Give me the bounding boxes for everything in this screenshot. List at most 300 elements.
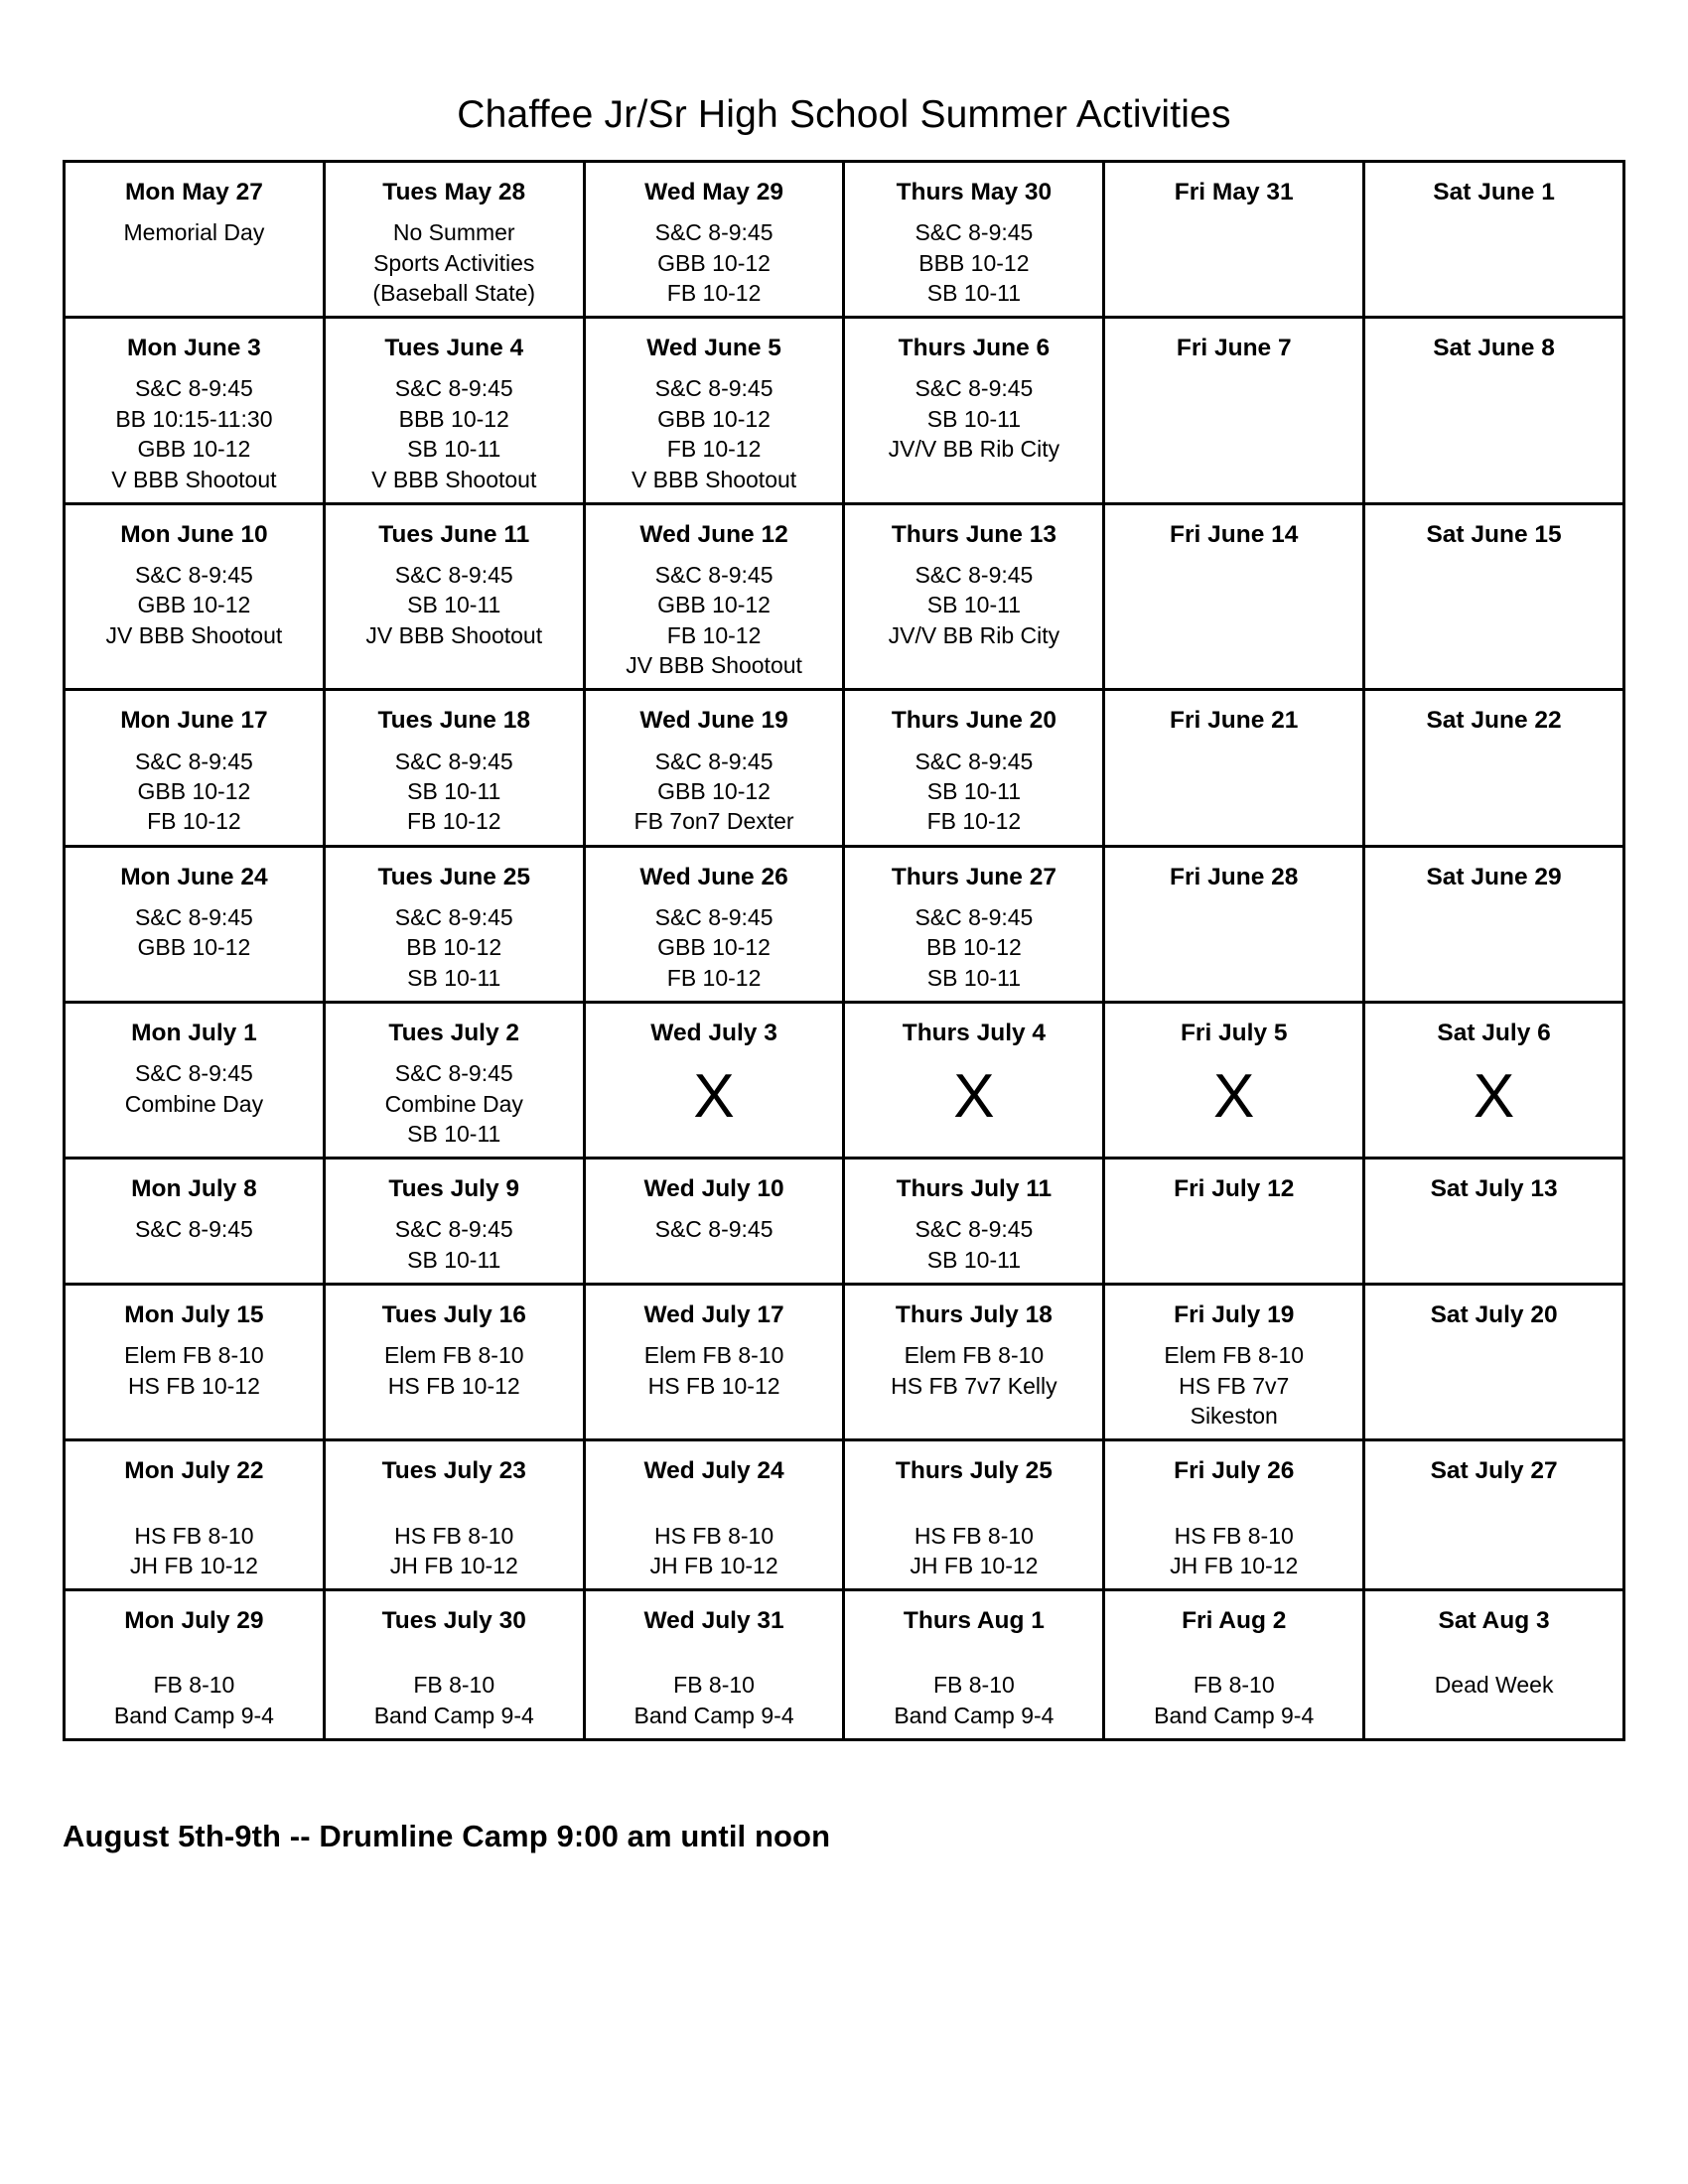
day-events [1109, 1214, 1358, 1240]
no-activity-x-icon: X [1213, 1062, 1255, 1132]
event-line: S&C 8-9:45 [654, 748, 774, 774]
day-events [590, 217, 839, 308]
event-line: S&C 8-9:45 [654, 562, 774, 589]
event-line: GBB 10-12 [657, 778, 771, 804]
event-line: S&C 8-9:45 [914, 748, 1034, 774]
day-header: Fri May 31 [1174, 179, 1294, 205]
day-header: Thurs July 18 [895, 1301, 1053, 1329]
event-line: S&C 8-9:45 [654, 1216, 774, 1243]
day-events [1369, 747, 1618, 772]
day-header: Fri June 21 [1170, 707, 1299, 735]
day-header: Sat June 8 [1433, 335, 1555, 362]
event-line: V BBB Shootout [631, 466, 797, 492]
calendar-day-cell[interactable] [584, 318, 844, 504]
event-line: JV BBB Shootout [365, 621, 543, 648]
day-events [590, 1058, 839, 1132]
calendar-week-row [65, 1002, 1624, 1158]
calendar-day-cell[interactable] [324, 846, 584, 1002]
no-activity-x-icon: X [1473, 1062, 1515, 1132]
calendar-day-cell[interactable] [844, 1159, 1104, 1285]
day-events [330, 373, 579, 493]
event-line: BBB 10-12 [398, 405, 509, 432]
event-line: S&C 8-9:45 [394, 1216, 513, 1243]
day-events [330, 217, 579, 308]
day-events [70, 1340, 319, 1401]
calendar-day-cell[interactable] [65, 162, 325, 318]
event-line: S&C 8-9:45 [914, 1216, 1034, 1243]
event-line: Combine Day [384, 1090, 523, 1117]
day-events [330, 1497, 579, 1581]
day-header: Tues July 30 [381, 1607, 526, 1635]
event-line: HS FB 10-12 [127, 1372, 260, 1399]
day-header: Wed June 19 [639, 707, 788, 735]
day-header: Mon July 8 [131, 1175, 257, 1203]
day-events [1369, 1340, 1618, 1366]
event-line: GBB 10-12 [137, 778, 251, 804]
day-header: Fri June 28 [1170, 863, 1299, 890]
day-events [590, 1214, 839, 1244]
event-line: HS FB 8-10 [394, 1522, 514, 1549]
event-line: JH FB 10-12 [1170, 1552, 1299, 1578]
event-line: FB 10-12 [147, 808, 241, 835]
day-events [590, 1646, 839, 1730]
day-header: Thurs Aug 1 [903, 1607, 1045, 1635]
calendar-day-cell[interactable] [65, 503, 325, 690]
day-header: Tues June 25 [377, 863, 530, 890]
day-header: Wed July 17 [643, 1301, 784, 1329]
day-header: Sat Aug 3 [1438, 1607, 1550, 1635]
event-line: Sikeston [1190, 1403, 1278, 1429]
calendar-day-cell[interactable] [1104, 690, 1364, 846]
day-events [849, 1058, 1098, 1132]
event-line: S&C 8-9:45 [134, 903, 253, 930]
day-events [849, 560, 1098, 650]
calendar-day-cell[interactable] [65, 318, 325, 504]
calendar-week-row [65, 318, 1624, 504]
drumline-camp-note: August 5th-9th -- Drumline Camp 9:00 am until noon [63, 1819, 831, 1854]
calendar-day-cell[interactable] [1364, 690, 1624, 846]
day-events [1109, 747, 1358, 772]
event-line: JV BBB Shootout [105, 621, 283, 648]
event-line: SB 10-11 [926, 964, 1021, 991]
day-events [70, 1214, 319, 1244]
day-header: Mon July 29 [124, 1607, 264, 1635]
day-events [70, 1497, 319, 1581]
calendar-container [63, 160, 1625, 1741]
day-events [1109, 1497, 1358, 1581]
calendar-body [65, 162, 1624, 1740]
day-events [1109, 560, 1358, 586]
calendar-day-cell[interactable] [1104, 1285, 1364, 1440]
day-header: Wed July 10 [643, 1175, 784, 1203]
calendar-day-cell[interactable] [1104, 1440, 1364, 1590]
event-line: FB 7on7 Dexter [633, 808, 794, 835]
day-events [330, 1340, 579, 1401]
day-header: Fri July 19 [1174, 1301, 1295, 1329]
calendar-day-cell[interactable] [584, 1590, 844, 1740]
day-header: Tues July 16 [381, 1301, 526, 1329]
event-line: BB 10-12 [925, 934, 1022, 961]
calendar-day-cell[interactable] [65, 1440, 325, 1590]
event-line: V BBB Shootout [371, 466, 537, 492]
event-line: SB 10-11 [407, 592, 501, 618]
day-events [70, 217, 319, 247]
event-line: SB 10-11 [407, 1246, 501, 1273]
calendar-day-cell[interactable] [65, 1590, 325, 1740]
day-header: Tues May 28 [382, 179, 526, 205]
event-line: S&C 8-9:45 [914, 562, 1034, 589]
day-header: Mon June 17 [120, 707, 268, 735]
event-line: SB 10-11 [407, 436, 501, 463]
event-line: JH FB 10-12 [910, 1552, 1039, 1578]
calendar-week-row [65, 690, 1624, 846]
day-events [590, 560, 839, 680]
event-line: S&C 8-9:45 [654, 903, 774, 930]
calendar-day-cell[interactable] [1364, 1590, 1624, 1740]
day-events [1369, 217, 1618, 243]
event-line: Band Camp 9-4 [373, 1702, 534, 1728]
calendar-day-cell[interactable] [1104, 503, 1364, 690]
event-line: Sports Activities [373, 249, 535, 276]
event-line: GBB 10-12 [657, 405, 771, 432]
calendar-day-cell[interactable] [1104, 1159, 1364, 1285]
event-line: S&C 8-9:45 [394, 1060, 513, 1087]
event-line: SB 10-11 [926, 778, 1021, 804]
event-line: Band Camp 9-4 [1154, 1702, 1315, 1728]
calendar-day-cell[interactable] [844, 1590, 1104, 1740]
calendar-day-cell[interactable] [1104, 162, 1364, 318]
day-events [1369, 1497, 1618, 1523]
calendar-day-cell[interactable] [324, 1590, 584, 1740]
day-header: Wed May 29 [644, 179, 783, 205]
day-events [330, 1646, 579, 1730]
calendar-day-cell[interactable] [324, 1285, 584, 1440]
calendar-day-cell[interactable] [1364, 318, 1624, 504]
day-header: Mon June 10 [120, 520, 268, 548]
day-header: Fri Aug 2 [1182, 1607, 1287, 1635]
day-header: Thurs June 6 [898, 335, 1051, 362]
event-line: Combine Day [124, 1090, 264, 1117]
calendar-day-cell[interactable] [844, 162, 1104, 318]
calendar-week-row [65, 1285, 1624, 1440]
day-events [849, 1214, 1098, 1275]
day-events [1109, 1340, 1358, 1431]
calendar-day-cell[interactable] [65, 1002, 325, 1158]
day-header: Sat July 20 [1430, 1301, 1558, 1329]
day-header: Wed June 12 [639, 520, 788, 548]
day-events [70, 560, 319, 650]
event-line: SB 10-11 [926, 279, 1021, 306]
calendar-day-cell[interactable] [844, 1440, 1104, 1590]
calendar-day-cell[interactable] [1364, 1285, 1624, 1440]
event-line: SB 10-11 [407, 778, 501, 804]
day-events [330, 560, 579, 650]
event-line: Elem FB 8-10 [643, 1342, 784, 1369]
day-events [1109, 373, 1358, 399]
event-line: GBB 10-12 [657, 592, 771, 618]
day-events [849, 373, 1098, 464]
event-line: S&C 8-9:45 [654, 219, 774, 246]
day-header: Tues July 2 [388, 1019, 520, 1046]
event-line: HS FB 7v7 Kelly [891, 1372, 1057, 1399]
calendar-day-cell[interactable] [1104, 318, 1364, 504]
summer-activities-calendar [63, 160, 1625, 1741]
calendar-day-cell[interactable] [584, 1285, 844, 1440]
day-events [849, 1497, 1098, 1581]
event-line: HS FB 8-10 [134, 1522, 254, 1549]
calendar-week-row [65, 846, 1624, 1002]
calendar-day-cell[interactable] [1364, 1159, 1624, 1285]
day-header: Thurs July 25 [895, 1457, 1053, 1485]
day-events [590, 373, 839, 493]
day-header: Thurs May 30 [896, 179, 1053, 205]
calendar-week-row [65, 503, 1624, 690]
day-header: Sat June 29 [1426, 863, 1562, 890]
day-header: Wed July 31 [643, 1607, 784, 1635]
day-events [590, 1497, 839, 1581]
day-header: Sat June 15 [1426, 520, 1562, 548]
day-events [330, 1214, 579, 1275]
day-events [330, 902, 579, 993]
day-header: Fri July 5 [1180, 1019, 1288, 1046]
calendar-day-cell[interactable] [65, 846, 325, 1002]
day-header: Sat July 27 [1430, 1457, 1558, 1485]
event-line: S&C 8-9:45 [914, 219, 1034, 246]
event-line: BB 10:15-11:30 [115, 405, 273, 432]
event-line: SB 10-11 [407, 1120, 501, 1147]
day-header: Thurs July 11 [896, 1175, 1053, 1203]
event-line: BB 10-12 [406, 934, 502, 961]
calendar-day-cell[interactable] [584, 1159, 844, 1285]
calendar-day-cell[interactable] [65, 690, 325, 846]
calendar-day-cell[interactable] [65, 1285, 325, 1440]
day-header: Mon July 22 [124, 1457, 264, 1485]
event-line: S&C 8-9:45 [134, 1216, 253, 1243]
event-line: HS FB 8-10 [914, 1522, 1034, 1549]
calendar-day-cell[interactable] [324, 162, 584, 318]
event-line: FB 8-10 [413, 1672, 495, 1699]
calendar-day-cell[interactable] [1364, 162, 1624, 318]
event-line: BBB 10-12 [918, 249, 1030, 276]
event-line: FB 10-12 [926, 808, 1022, 835]
event-line: V BBB Shootout [111, 466, 277, 492]
event-line: S&C 8-9:45 [394, 375, 513, 402]
day-events [1109, 902, 1358, 928]
event-line: HS FB 8-10 [653, 1522, 774, 1549]
calendar-day-cell[interactable] [324, 318, 584, 504]
calendar-week-row [65, 1440, 1624, 1590]
day-header: Tues July 9 [388, 1175, 520, 1203]
day-events [70, 1646, 319, 1730]
calendar-week-row [65, 1159, 1624, 1285]
event-line: JH FB 10-12 [389, 1552, 518, 1578]
event-line: SB 10-11 [926, 592, 1021, 618]
calendar-day-cell[interactable] [584, 846, 844, 1002]
day-events [849, 1340, 1098, 1401]
event-line: JH FB 10-12 [649, 1552, 778, 1578]
event-line: FB 10-12 [666, 964, 762, 991]
day-header: Thurs June 13 [891, 520, 1056, 548]
day-header: Fri June 14 [1170, 520, 1299, 548]
event-line: S&C 8-9:45 [134, 375, 253, 402]
event-line: SB 10-11 [926, 405, 1021, 432]
no-activity-x-icon: X [693, 1062, 735, 1132]
day-header: Fri July 12 [1174, 1175, 1295, 1203]
day-events [849, 902, 1098, 993]
event-line: (Baseball State) [372, 279, 536, 306]
day-events [1109, 1058, 1358, 1132]
day-events [330, 1058, 579, 1149]
day-events [70, 902, 319, 963]
event-line: JV BBB Shootout [626, 652, 802, 679]
event-line: GBB 10-12 [137, 592, 251, 618]
calendar-day-cell[interactable] [324, 690, 584, 846]
event-line: FB 8-10 [153, 1672, 235, 1699]
day-events [1369, 902, 1618, 928]
event-line: S&C 8-9:45 [914, 375, 1034, 402]
event-line: SB 10-11 [926, 1246, 1021, 1273]
day-header: Wed July 3 [650, 1019, 777, 1046]
event-line: JV/V BB Rib City [888, 436, 1060, 463]
event-line: SB 10-11 [407, 964, 501, 991]
day-header: Tues June 11 [378, 520, 530, 548]
event-line: No Summer [392, 219, 515, 246]
calendar-day-cell[interactable] [584, 1002, 844, 1158]
calendar-day-cell[interactable] [1104, 1590, 1364, 1740]
event-line: Elem FB 8-10 [904, 1342, 1045, 1369]
event-line: HS FB 10-12 [387, 1372, 520, 1399]
day-events [70, 373, 319, 493]
event-line: Band Camp 9-4 [113, 1702, 274, 1728]
calendar-day-cell[interactable] [1364, 846, 1624, 1002]
calendar-day-cell[interactable] [844, 1002, 1104, 1158]
event-line: S&C 8-9:45 [394, 562, 513, 589]
day-header: Tues June 18 [377, 707, 530, 735]
day-events [70, 1058, 319, 1119]
calendar-day-cell[interactable] [324, 503, 584, 690]
day-events [590, 1340, 839, 1401]
event-line: S&C 8-9:45 [394, 903, 513, 930]
calendar-day-cell[interactable] [584, 690, 844, 846]
event-line: Memorial Day [123, 219, 265, 246]
event-line: GBB 10-12 [657, 249, 771, 276]
event-line: Elem FB 8-10 [124, 1342, 264, 1369]
calendar-day-cell[interactable] [65, 1159, 325, 1285]
calendar-day-cell[interactable] [324, 1002, 584, 1158]
day-events [590, 747, 839, 837]
calendar-day-cell[interactable] [1364, 503, 1624, 690]
page-title: Chaffee Jr/Sr High School Summer Activities [457, 93, 1231, 136]
event-line: GBB 10-12 [137, 934, 251, 961]
event-line: GBB 10-12 [657, 934, 771, 961]
calendar-day-cell[interactable] [584, 1440, 844, 1590]
day-events [70, 747, 319, 837]
calendar-day-cell[interactable] [844, 503, 1104, 690]
event-line: S&C 8-9:45 [134, 562, 253, 589]
day-header: Mon June 24 [120, 863, 268, 890]
day-header: Thurs June 27 [891, 863, 1056, 890]
day-events [1369, 1214, 1618, 1240]
day-events [849, 217, 1098, 308]
calendar-day-cell[interactable] [1104, 1002, 1364, 1158]
event-line: FB 10-12 [406, 808, 501, 835]
event-line: GBB 10-12 [137, 436, 251, 463]
day-events [1109, 1646, 1358, 1730]
day-events [330, 747, 579, 837]
day-header: Fri July 26 [1174, 1457, 1295, 1485]
event-line: S&C 8-9:45 [134, 1060, 253, 1087]
day-header: Sat July 13 [1430, 1175, 1558, 1203]
event-line: Elem FB 8-10 [383, 1342, 524, 1369]
calendar-week-row [65, 162, 1624, 318]
calendar-day-cell[interactable] [324, 1159, 584, 1285]
event-line: HS FB 7v7 [1179, 1372, 1290, 1399]
day-events [1369, 1058, 1618, 1132]
day-header: Wed June 5 [646, 335, 781, 362]
calendar-day-cell[interactable] [844, 846, 1104, 1002]
event-line: FB 8-10 [932, 1672, 1015, 1699]
day-header: Sat July 6 [1437, 1019, 1551, 1046]
calendar-day-cell[interactable] [584, 162, 844, 318]
calendar-day-cell[interactable] [324, 1440, 584, 1590]
event-line: HS FB 10-12 [647, 1372, 780, 1399]
event-line: JV/V BB Rib City [888, 621, 1060, 648]
calendar-day-cell[interactable] [1364, 1440, 1624, 1590]
event-line: S&C 8-9:45 [134, 748, 253, 774]
day-header: Mon July 1 [131, 1019, 257, 1046]
day-header: Wed June 26 [639, 863, 788, 890]
day-events [849, 747, 1098, 837]
day-events [1369, 1646, 1618, 1700]
no-activity-x-icon: X [953, 1062, 995, 1132]
day-header: Thurs June 20 [891, 707, 1056, 735]
day-header: Mon July 15 [124, 1301, 264, 1329]
calendar-day-cell[interactable] [1104, 846, 1364, 1002]
event-line: FB 8-10 [673, 1672, 755, 1699]
day-header: Sat June 22 [1426, 707, 1562, 735]
event-line: FB 10-12 [666, 621, 762, 648]
day-header: Fri June 7 [1176, 335, 1292, 362]
calendar-day-cell[interactable] [844, 1285, 1104, 1440]
event-line: Band Camp 9-4 [633, 1702, 794, 1728]
event-line: Dead Week [1434, 1672, 1554, 1699]
event-line: HS FB 8-10 [1174, 1522, 1294, 1549]
day-header: Sat June 1 [1433, 179, 1555, 205]
event-line: S&C 8-9:45 [394, 748, 513, 774]
day-header: Tues July 23 [381, 1457, 526, 1485]
event-line: FB 8-10 [1193, 1672, 1275, 1699]
calendar-day-cell[interactable] [584, 503, 844, 690]
calendar-day-cell[interactable] [844, 318, 1104, 504]
event-line: S&C 8-9:45 [654, 375, 774, 402]
day-header: Mon June 3 [127, 335, 261, 362]
day-events [1369, 373, 1618, 399]
event-line: FB 10-12 [666, 436, 762, 463]
calendar-day-cell[interactable] [1364, 1002, 1624, 1158]
day-header: Thurs July 4 [902, 1019, 1047, 1046]
event-line: Band Camp 9-4 [894, 1702, 1055, 1728]
event-line: S&C 8-9:45 [914, 903, 1034, 930]
calendar-day-cell[interactable] [844, 690, 1104, 846]
event-line: JH FB 10-12 [129, 1552, 258, 1578]
day-header: Tues June 4 [384, 335, 524, 362]
day-events [590, 902, 839, 993]
day-header: Wed July 24 [643, 1457, 784, 1485]
event-line: FB 10-12 [666, 279, 762, 306]
event-line: Elem FB 8-10 [1164, 1342, 1305, 1369]
day-events [849, 1646, 1098, 1730]
calendar-week-row [65, 1590, 1624, 1740]
